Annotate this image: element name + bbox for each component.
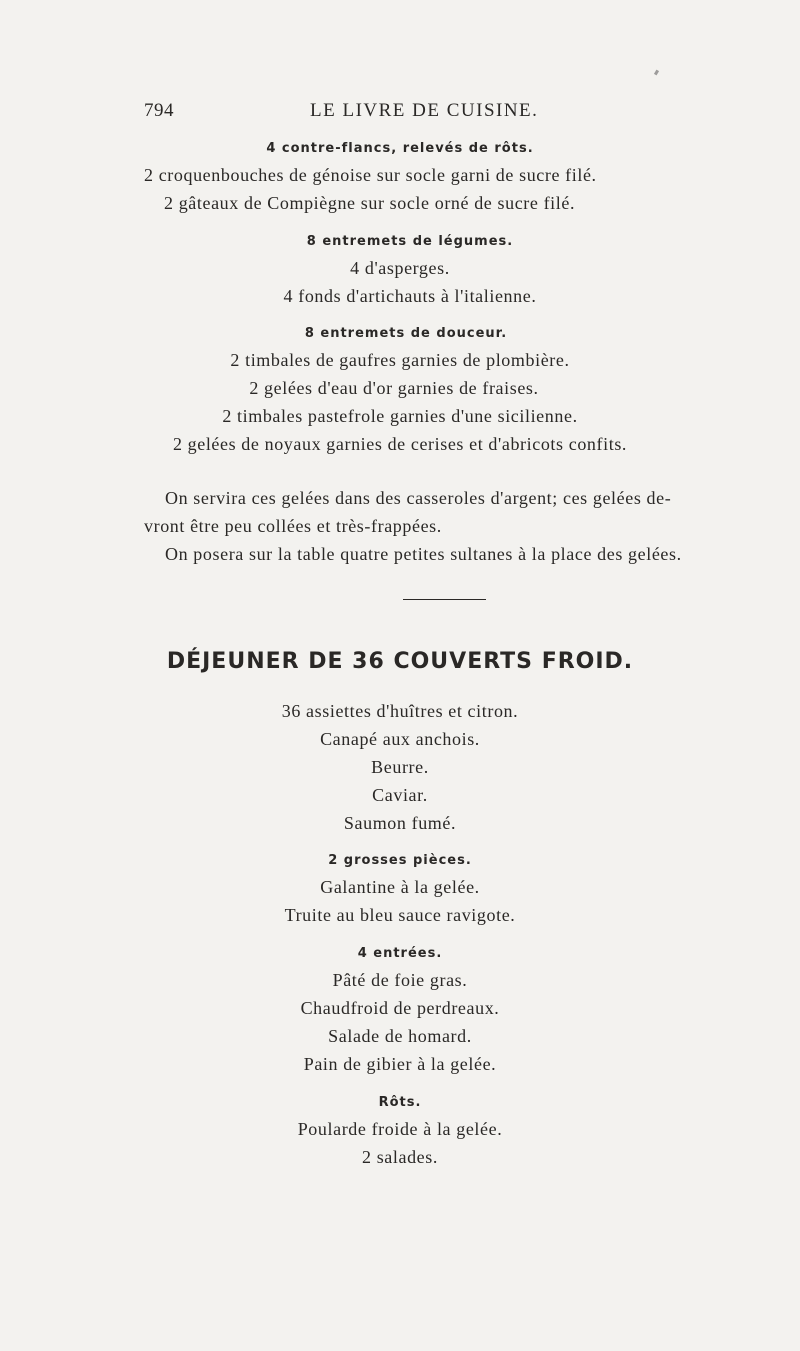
menu-item: 2 salades. bbox=[362, 1147, 438, 1167]
section-divider bbox=[403, 599, 486, 600]
menu-item: Pain de gibier à la gelée. bbox=[303, 1054, 497, 1074]
paragraph-line: On posera sur la table quatre petites sultanes à la place des gelées. bbox=[165, 544, 682, 564]
menu-item: Pâté de foie gras. bbox=[332, 970, 468, 990]
menu-item: 2 gâteaux de Compiègne sur socle orné de sucre filé. bbox=[164, 193, 576, 213]
section-heading-douceur: 8 entremets de douceur. bbox=[304, 326, 508, 341]
running-title: LE LIVRE DE CUISINE. bbox=[310, 100, 539, 121]
menu-item: 2 croquenbouches de génoise sur socle garni de sucre filé. bbox=[144, 165, 597, 185]
section-heading-entrees: 4 entrées. bbox=[357, 946, 443, 961]
section-heading-grosses-pieces: 2 grosses pièces. bbox=[328, 853, 472, 868]
menu-item: Saumon fumé. bbox=[343, 813, 457, 833]
menu-item: Galantine à la gelée. bbox=[320, 877, 480, 897]
section-heading-rots: Rôts. bbox=[378, 1095, 422, 1110]
section-heading-legumes: 8 entremets de légumes. bbox=[306, 234, 514, 249]
menu-item: Canapé aux anchois. bbox=[320, 729, 480, 749]
menu-item: Salade de homard. bbox=[328, 1026, 472, 1046]
menu-item: 2 gelées d'eau d'or garnies de fraises. bbox=[249, 378, 539, 398]
menu-item: 2 timbales pastefrole garnies d'une sicilienne. bbox=[222, 406, 578, 426]
menu-item: Chaudfroid de perdreaux. bbox=[300, 998, 500, 1018]
paragraph-line: On servira ces gelées dans des casseroles d'argent; ces gelées de- bbox=[165, 488, 672, 508]
menu-item: 4 fonds d'artichauts à l'italienne. bbox=[283, 286, 537, 306]
section-heading-contre-flancs: 4 contre-flancs, relevés de rôts. bbox=[266, 141, 534, 156]
menu-item: Beurre. bbox=[371, 757, 429, 777]
paragraph-line: vront être peu collées et très-frappées. bbox=[144, 516, 442, 536]
paper-speck bbox=[654, 70, 659, 76]
menu-item: Truite au bleu sauce ravigote. bbox=[284, 905, 516, 925]
menu-item: 2 timbales de gaufres garnies de plombière. bbox=[230, 350, 570, 370]
menu-title: DÉJEUNER DE 36 COUVERTS FROID. bbox=[166, 649, 634, 674]
menu-item: 2 gelées de noyaux garnies de cerises et d'abricots confits. bbox=[172, 434, 628, 454]
menu-item: Caviar. bbox=[372, 785, 428, 805]
page-number: 794 bbox=[144, 100, 174, 121]
menu-item: Poularde froide à la gelée. bbox=[297, 1119, 503, 1139]
menu-item: 4 d'asperges. bbox=[350, 258, 450, 278]
menu-item: 36 assiettes d'huîtres et citron. bbox=[281, 701, 519, 721]
